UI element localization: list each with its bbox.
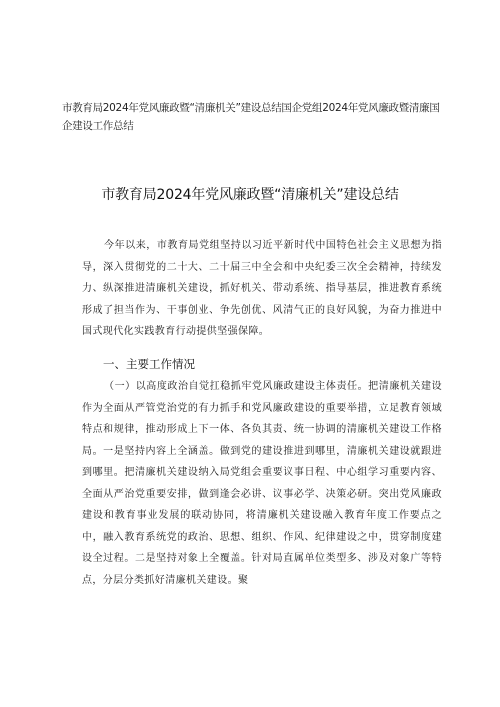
section-heading: 一、主要工作情况 (103, 357, 195, 371)
document-title: 市教育局2024年党风廉政暨“清廉机关”建设总结 (101, 187, 399, 203)
intro-paragraph: 今年以来，市教育局党组坚持以习近平新时代中国特色社会主义思想为指导，深入贯彻党的二十大、二十届三中全会和中央纪委三次全会精神，持续发力、纵深推进清廉机关建设，抓好机关、带动系统、指导基层，推进教育系统形成了担当作为、干事创业、争先创优、风清气正的良好风貌，为奋力推进中国式现代化实践教育行动提供坚强保障。 (82, 240, 442, 337)
body-paragraph: （一）以高度政治自觉扛稳抓牢党风廉政建设主体责任。把清廉机关建设作为全面从严管党治党的有力抓手和党风廉政建设的重要举措，立足教育领域特点和规律，推动形成上下一体、各负其责、统一协调的清廉机关建设工作格局。一是坚持内容上全涵盖。做到党的建设推进到哪里，清廉机关建设就跟进到哪里。把清廉机关建设纳入局党组会重要议事日程、中心组学习重要内容、全面从严治党重要安排，做到逢会必讲、议事必学、决策必研。突出党风廉政建设和教育事业发展的联动协同，将清廉机关建设融入教育年度工作要点之中，融入教育系统党的政治、思想、组织、作风、纪律建设之中，贯穿制度建设全过程。二是坚持对象上全覆盖。针对局直属单位类型多、涉及对象广等特点，分层分类抓好清廉机关建设。聚 (82, 381, 442, 586)
document-header: 市教育局2024年党风廉政暨“清廉机关”建设总结国企党组2024年党风廉政暨清廉国企建设工作总结 (62, 102, 440, 132)
